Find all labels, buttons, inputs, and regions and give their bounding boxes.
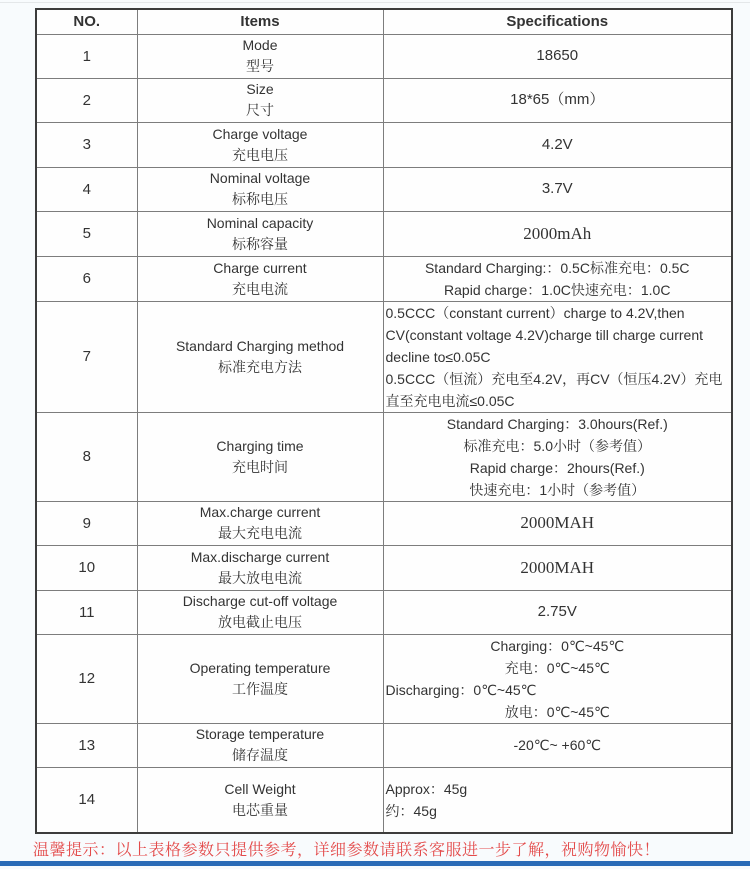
spec-line: 2000mAh bbox=[523, 223, 592, 243]
item-name-en: Discharge cut-off voltage bbox=[182, 593, 338, 609]
spec-line: 2000MAH bbox=[520, 513, 595, 532]
spec-line: Rapid charge：2hours(Ref.) bbox=[469, 459, 645, 476]
item-name-zh: 标准充电方法 bbox=[218, 358, 302, 375]
spec-table bbox=[35, 8, 733, 834]
item-name bbox=[137, 767, 383, 833]
item-name bbox=[137, 590, 383, 634]
item-name-zh: 储存温度 bbox=[232, 747, 288, 763]
spec-line: 标准充电：5.0小时（参考值） bbox=[463, 437, 651, 454]
item-name bbox=[137, 211, 383, 256]
spec-value bbox=[383, 412, 732, 501]
row-number: 9 bbox=[36, 501, 137, 545]
item-name bbox=[137, 167, 383, 211]
row-number: 7 bbox=[36, 301, 137, 412]
item-name bbox=[137, 78, 383, 122]
item-name bbox=[137, 412, 383, 501]
table-row bbox=[36, 545, 732, 590]
top-divider bbox=[0, 2, 750, 3]
col-header-items: Items bbox=[137, 9, 383, 34]
spec-line: 快速充电：1小时（参考值） bbox=[469, 481, 646, 498]
table-row bbox=[36, 167, 732, 211]
spec-line: Approx：45g bbox=[385, 781, 468, 798]
item-name bbox=[137, 545, 383, 590]
item-name-en: Mode bbox=[242, 37, 278, 53]
spec-value bbox=[383, 301, 732, 412]
spec-line: 0.5CCC（恒流）充电至4.2V，再CV（恒压4.2V）充电 bbox=[385, 370, 723, 387]
table-row bbox=[36, 301, 732, 412]
spec-line: 放电：0℃~45℃ bbox=[504, 703, 610, 720]
spec-value bbox=[383, 122, 732, 167]
item-name bbox=[137, 301, 383, 412]
item-name-en: Size bbox=[246, 81, 274, 97]
spec-line: 约：45g bbox=[385, 803, 437, 820]
spec-line: 0.5CCC（constant current）charge to 4.2V,then bbox=[385, 304, 685, 321]
item-name-zh: 工作温度 bbox=[232, 680, 288, 697]
spec-line: 充电：0℃~45℃ bbox=[504, 659, 610, 676]
spec-line: Charging：0℃~45℃ bbox=[490, 637, 625, 654]
table-row bbox=[36, 412, 732, 501]
col-header-specifications: Specifications bbox=[383, 9, 732, 34]
item-name-en: Max.discharge current bbox=[190, 548, 330, 565]
table-row bbox=[36, 34, 732, 78]
item-name-en: Cell Weight bbox=[224, 780, 296, 797]
table-row bbox=[36, 590, 732, 634]
item-name-zh: 最大放电电流 bbox=[218, 569, 302, 586]
spec-line: 3.7V bbox=[541, 180, 573, 197]
item-name-en: Standard Charging method bbox=[175, 337, 345, 354]
item-name-zh: 放电截止电压 bbox=[218, 614, 302, 630]
item-name-zh: 电芯重量 bbox=[232, 801, 288, 818]
spec-line: Standard Charging：3.0hours(Ref.) bbox=[446, 415, 668, 432]
table-row bbox=[36, 78, 732, 122]
item-name-en: Operating temperature bbox=[189, 659, 331, 676]
spec-value bbox=[383, 767, 732, 833]
item-name-en: Max.charge current bbox=[199, 504, 321, 520]
spec-value bbox=[383, 167, 732, 211]
spec-value bbox=[383, 501, 732, 545]
spec-value bbox=[383, 723, 732, 767]
spec-value bbox=[383, 590, 732, 634]
spec-value bbox=[383, 634, 732, 723]
item-name bbox=[137, 723, 383, 767]
row-number: 5 bbox=[36, 211, 137, 256]
item-name-zh: 型号 bbox=[246, 58, 274, 74]
item-name bbox=[137, 34, 383, 78]
item-name-en: Nominal voltage bbox=[209, 170, 311, 186]
spec-value bbox=[383, 211, 732, 256]
row-number: 12 bbox=[36, 634, 137, 723]
notice-text: 温馨提示：以上表格参数只提供参考，详细参数请联系客服进一步了解，祝购物愉快！ bbox=[33, 842, 661, 859]
table-row bbox=[36, 256, 732, 301]
item-name-en: Nominal capacity bbox=[206, 214, 314, 231]
spec-value bbox=[383, 78, 732, 122]
row-number: 6 bbox=[36, 256, 137, 301]
spec-line: Discharging：0℃~45℃ bbox=[385, 681, 537, 698]
item-name bbox=[137, 256, 383, 301]
table-row bbox=[36, 767, 732, 833]
row-number: 1 bbox=[36, 34, 137, 78]
spec-line: 18*65（mm） bbox=[510, 91, 605, 108]
item-name-en: Charging time bbox=[216, 437, 304, 454]
row-number: 2 bbox=[36, 78, 137, 122]
item-name-zh: 充电时间 bbox=[232, 458, 288, 475]
row-number: 13 bbox=[36, 723, 137, 767]
spec-line: CV(constant voltage 4.2V)charge till charge current bbox=[385, 326, 703, 343]
col-header-no: NO. bbox=[36, 9, 137, 34]
row-number: 3 bbox=[36, 122, 137, 167]
item-name bbox=[137, 122, 383, 167]
spec-line: Standard Charging:：0.5C标准充电：0.5C bbox=[424, 259, 690, 276]
item-name-en: Charge current bbox=[213, 259, 307, 276]
spec-value bbox=[383, 545, 732, 590]
row-number: 14 bbox=[36, 767, 137, 833]
table-header-row bbox=[36, 9, 732, 34]
table-row bbox=[36, 122, 732, 167]
item-name-zh: 标称电压 bbox=[232, 191, 288, 207]
spec-line: decline to≤0.05C bbox=[385, 348, 491, 365]
row-number: 8 bbox=[36, 412, 137, 501]
item-name-zh: 充电电压 bbox=[232, 146, 288, 163]
row-number: 11 bbox=[36, 590, 137, 634]
spec-line: 18650 bbox=[536, 47, 579, 64]
item-name-zh: 尺寸 bbox=[246, 102, 274, 118]
spec-line: 2000MAH bbox=[520, 557, 595, 577]
spec-line: Rapid charge：1.0C快速充电：1.0C bbox=[444, 281, 671, 298]
spec-value bbox=[383, 34, 732, 78]
table-row bbox=[36, 634, 732, 723]
item-name-zh: 标称容量 bbox=[232, 235, 288, 252]
table-row bbox=[36, 211, 732, 256]
item-name-en: Storage temperature bbox=[195, 726, 325, 742]
spec-line: 2.75V bbox=[537, 603, 577, 620]
item-name-en: Charge voltage bbox=[212, 125, 308, 142]
item-name-zh: 充电电流 bbox=[232, 280, 288, 297]
row-number: 4 bbox=[36, 167, 137, 211]
spec-value bbox=[383, 256, 732, 301]
spec-line: -20℃~ +60℃ bbox=[513, 737, 601, 753]
spec-line: 直至充电电流≤0.05C bbox=[385, 392, 515, 409]
item-name bbox=[137, 634, 383, 723]
bottom-accent-bar bbox=[0, 861, 750, 866]
table-row bbox=[36, 501, 732, 545]
row-number: 10 bbox=[36, 545, 137, 590]
spec-line: 4.2V bbox=[541, 135, 573, 153]
item-name bbox=[137, 501, 383, 545]
item-name-zh: 最大充电电流 bbox=[218, 525, 302, 541]
table-row bbox=[36, 723, 732, 767]
